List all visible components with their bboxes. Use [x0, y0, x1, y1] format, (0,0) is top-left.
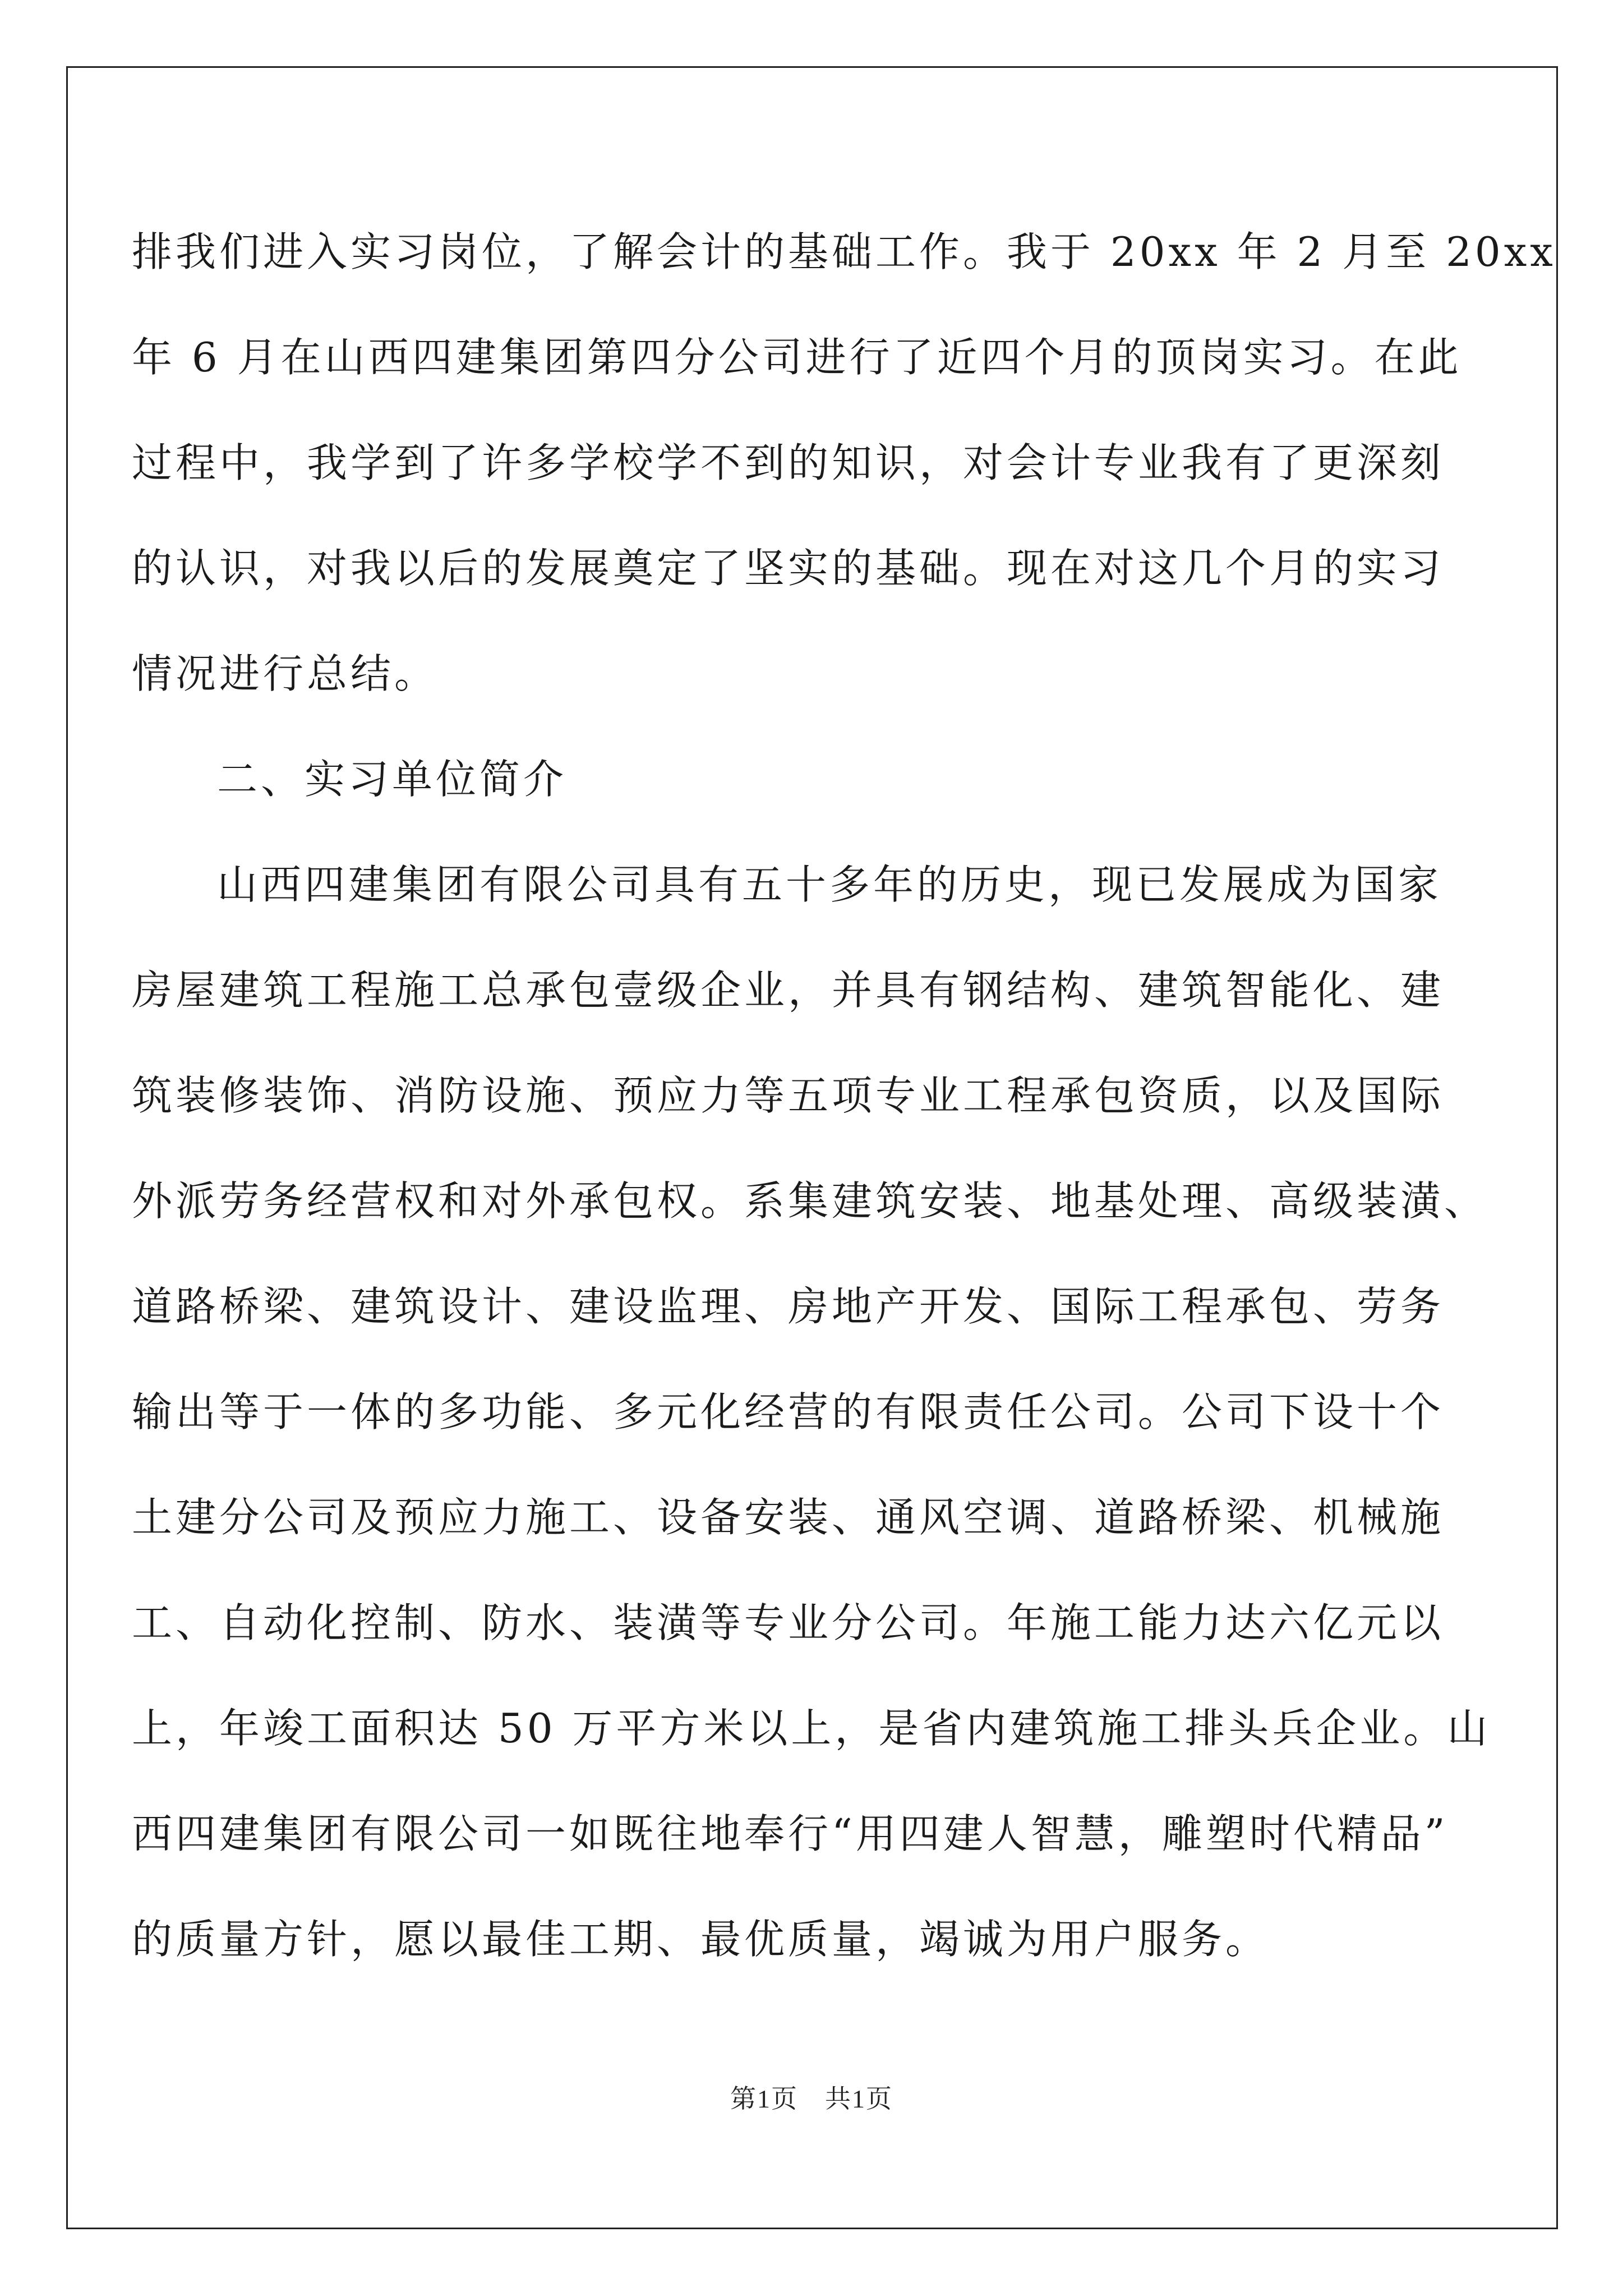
body-line-2: 年 6 月在山西四建集团第四分公司进行了近四个月的顶岗实习。在此 [132, 334, 1462, 381]
body-line-1: 排我们进入实习岗位，了解会计的基础工作。我于 20xx 年 2 月至 20xx [132, 228, 1556, 275]
section-line-8: 工、自动化控制、防水、装潢等专业分公司。年施工能力达六亿元以 [132, 1599, 1445, 1646]
section-line-10: 西四建集团有限公司一如既往地奉行“用四建人智慧，雕塑时代精品” [132, 1810, 1449, 1857]
section-line-4: 外派劳务经营权和对外承包权。系集建筑安装、地基处理、高级装潢、 [132, 1177, 1488, 1225]
section-heading: 二、实习单位简介 [217, 756, 568, 803]
section-line-3: 筑装修装饰、消防设施、预应力等五项专业工程承包资质，以及国际 [132, 1072, 1445, 1119]
body-line-5: 情况进行总结。 [132, 650, 439, 697]
body-line-4: 的认识，对我以后的发展奠定了坚实的基础。现在对这几个月的实习 [132, 545, 1445, 592]
document-body [132, 199, 1556, 1992]
section-line-6: 输出等于一体的多功能、多元化经营的有限责任公司。公司下设十个 [132, 1388, 1445, 1435]
page-number: 第1页 共1页 [730, 2085, 893, 2113]
section-line-2: 房屋建筑工程施工总承包壹级企业，并具有钢结构、建筑智能化、建 [132, 967, 1445, 1014]
section-line-5: 道路桥梁、建筑设计、建设监理、房地产开发、国际工程承包、劳务 [132, 1283, 1445, 1330]
section-line-7: 土建分公司及预应力施工、设备安装、通风空调、道路桥梁、机械施 [132, 1494, 1445, 1541]
section-line-1: 山西四建集团有限公司具有五十多年的历史，现已发展成为国家 [217, 861, 1442, 908]
section-line-9: 上，年竣工面积达 50 万平方米以上，是省内建筑施工排头兵企业。山 [132, 1705, 1491, 1752]
section-line-11: 的质量方针，愿以最佳工期、最优质量，竭诚为用户服务。 [132, 1916, 1270, 1963]
body-line-3: 过程中，我学到了许多学校学不到的知识，对会计专业我有了更深刻 [132, 439, 1445, 486]
